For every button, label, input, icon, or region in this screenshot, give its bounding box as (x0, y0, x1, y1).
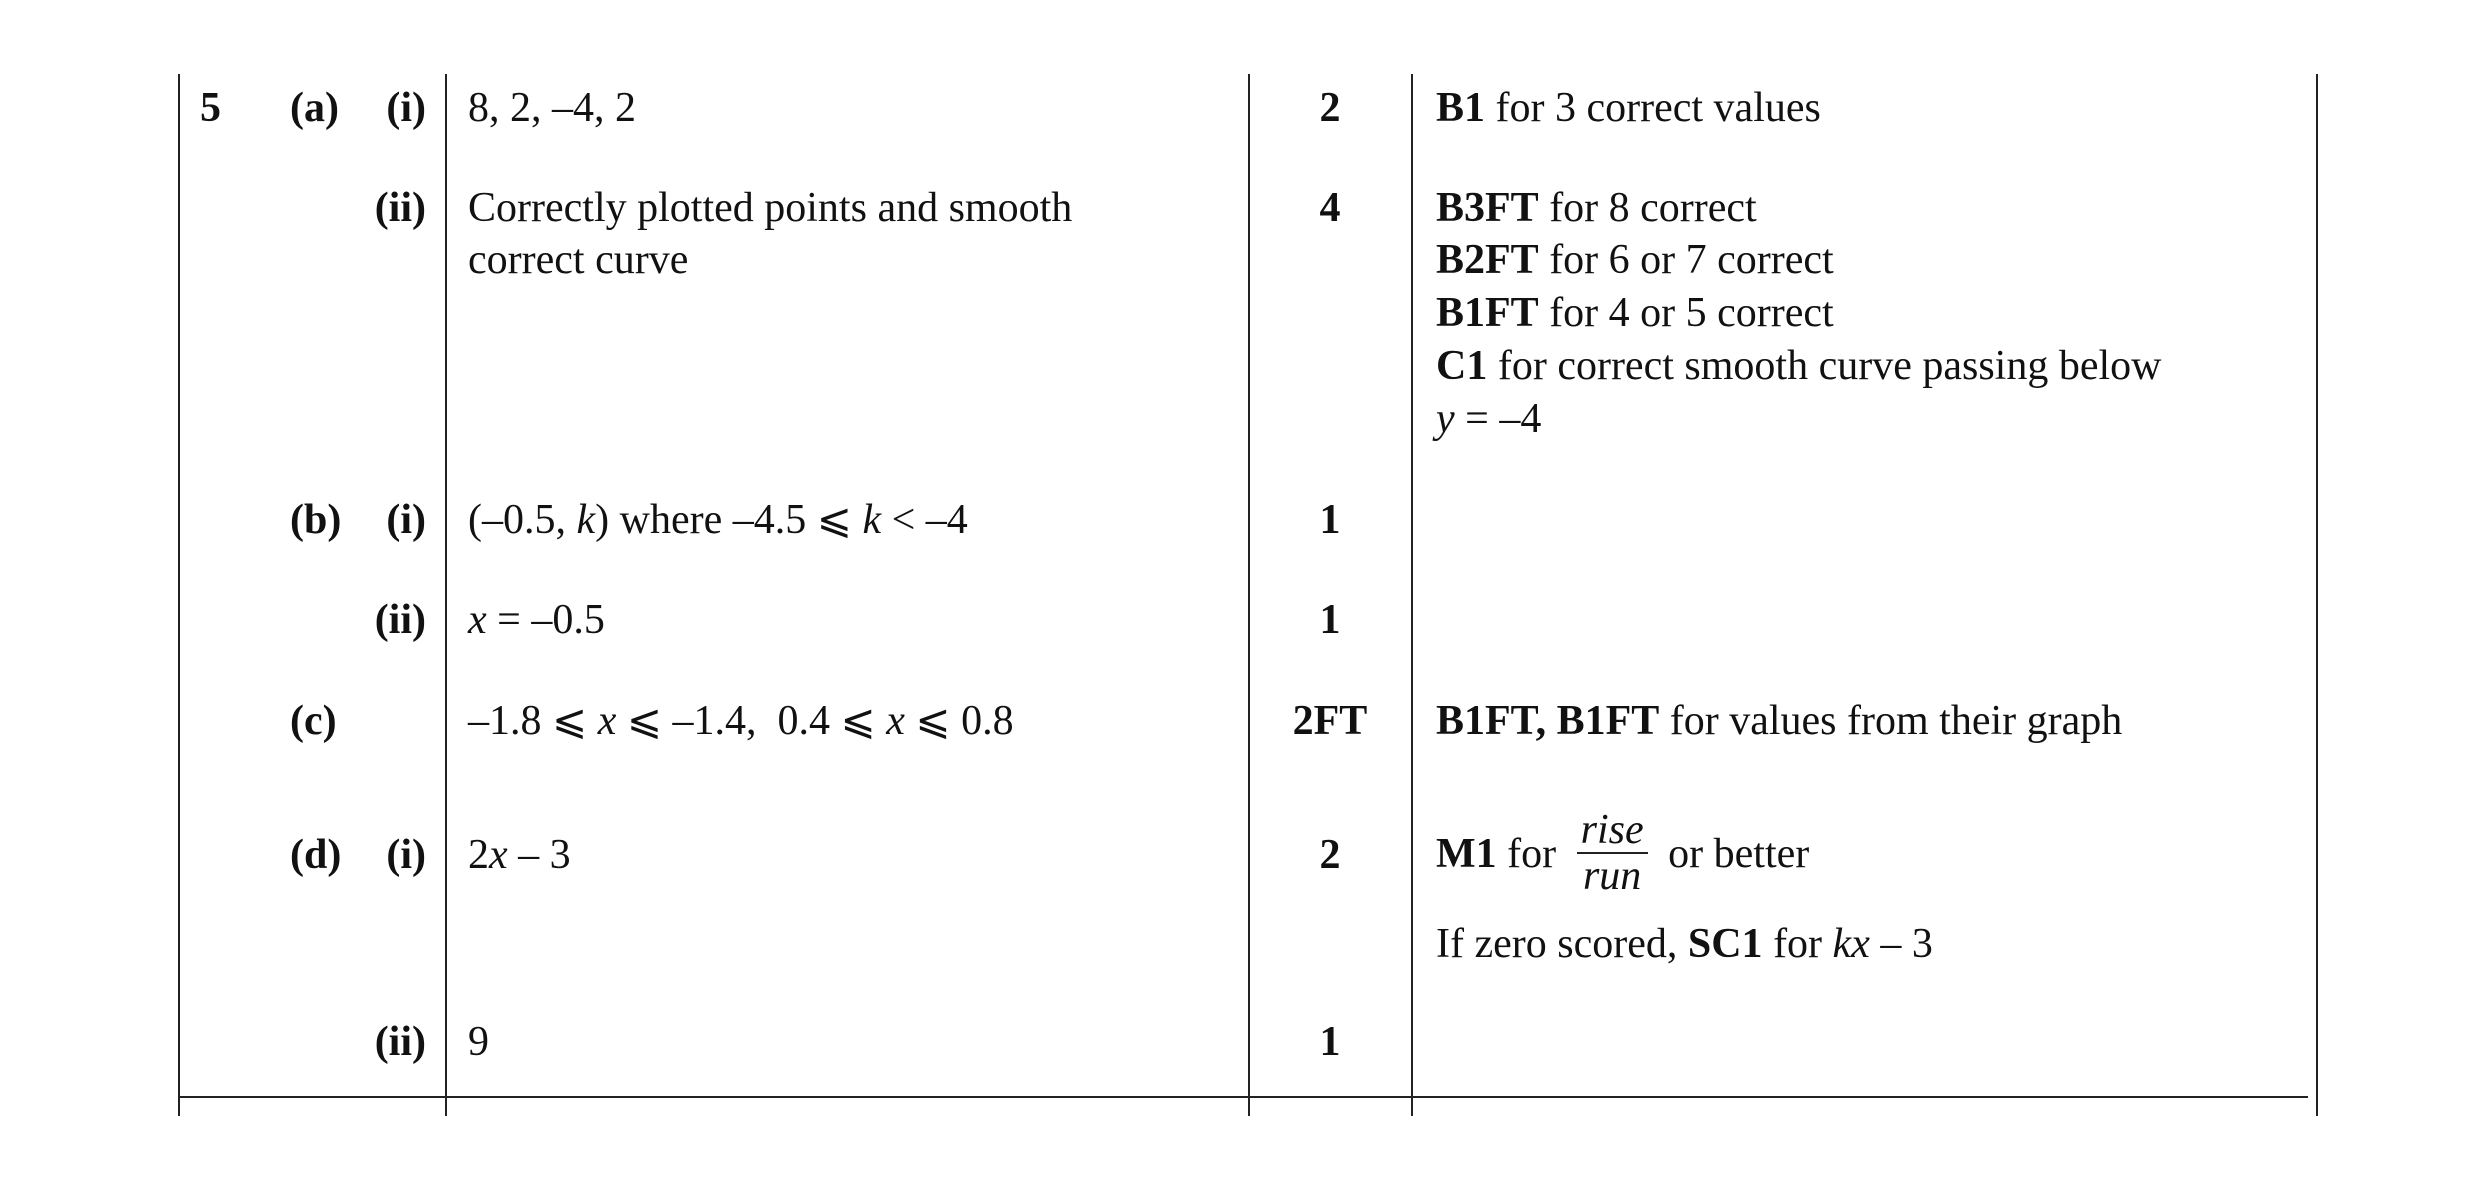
subpart-label-a-i: (i) (386, 85, 426, 131)
note-c: B1FT, B1FT for values from their graph (1436, 698, 2123, 744)
answer-c: –1.8 ⩽ x ⩽ –1.4, 0.4 ⩽ x ⩽ 0.8 (468, 698, 1014, 744)
fraction-numerator: rise (1577, 808, 1648, 854)
note-d-i-2: If zero scored, SC1 for kx – 3 (1436, 921, 1933, 967)
subpart-label-b-ii: (ii) (374, 597, 426, 643)
note-a-ii-4: C1 for correct smooth curve passing below (1436, 343, 2162, 389)
note-a-ii-1: B3FT for 8 correct (1436, 185, 1757, 231)
note-a-ii-3: B1FT for 4 or 5 correct (1436, 290, 1834, 336)
mark-d-ii: 1 (1319, 1019, 1341, 1065)
mark-b-ii: 1 (1319, 597, 1341, 643)
subpart-label-a-ii: (ii) (374, 185, 426, 231)
fraction-denominator: run (1582, 853, 1642, 900)
mark-a-ii: 4 (1319, 185, 1341, 231)
mark-b-i: 1 (1319, 497, 1341, 543)
part-label-c: (c) (290, 698, 337, 744)
answer-d-ii: 9 (468, 1019, 489, 1065)
part-label-b: (b) (290, 497, 342, 543)
answer-a-ii-line-1: Correctly plotted points and smooth (468, 185, 1073, 231)
table-border-right (2316, 74, 2318, 1116)
subpart-label-b-i: (i) (386, 497, 426, 543)
question-number: 5 (200, 85, 221, 131)
part-label-d: (d) (290, 832, 342, 878)
table-bottom-rule (178, 1096, 2308, 1098)
note-a-ii-5: y = –4 (1436, 396, 1542, 442)
mark-c: 2FT (1292, 698, 1368, 744)
answer-b-ii: x = –0.5 (468, 597, 605, 643)
answer-b-i: (–0.5, k) where –4.5 ⩽ k < –4 (468, 497, 968, 543)
answer-d-i: 2x – 3 (468, 832, 571, 878)
note-a-ii-2: B2FT for 6 or 7 correct (1436, 237, 1834, 283)
part-label-a: (a) (290, 85, 339, 131)
mark-d-i: 2 (1319, 832, 1341, 878)
note-d-i-1: M1 for $\frac{\text{rise}}{\text{run}}$ or better (1436, 807, 1810, 900)
table-border-left (178, 74, 180, 1116)
column-divider-notes (1411, 74, 1413, 1116)
note-a-i: B1 for 3 correct values (1436, 85, 1821, 131)
subpart-label-d-i: (i) (386, 832, 426, 878)
column-divider-answer (445, 74, 447, 1116)
answer-a-i: 8, 2, –4, 2 (468, 85, 636, 131)
mark-a-i: 2 (1319, 85, 1341, 131)
subpart-label-d-ii: (ii) (374, 1019, 426, 1065)
rise-over-run-fraction (1577, 808, 1648, 898)
answer-a-ii-line-2: correct curve (468, 237, 689, 283)
